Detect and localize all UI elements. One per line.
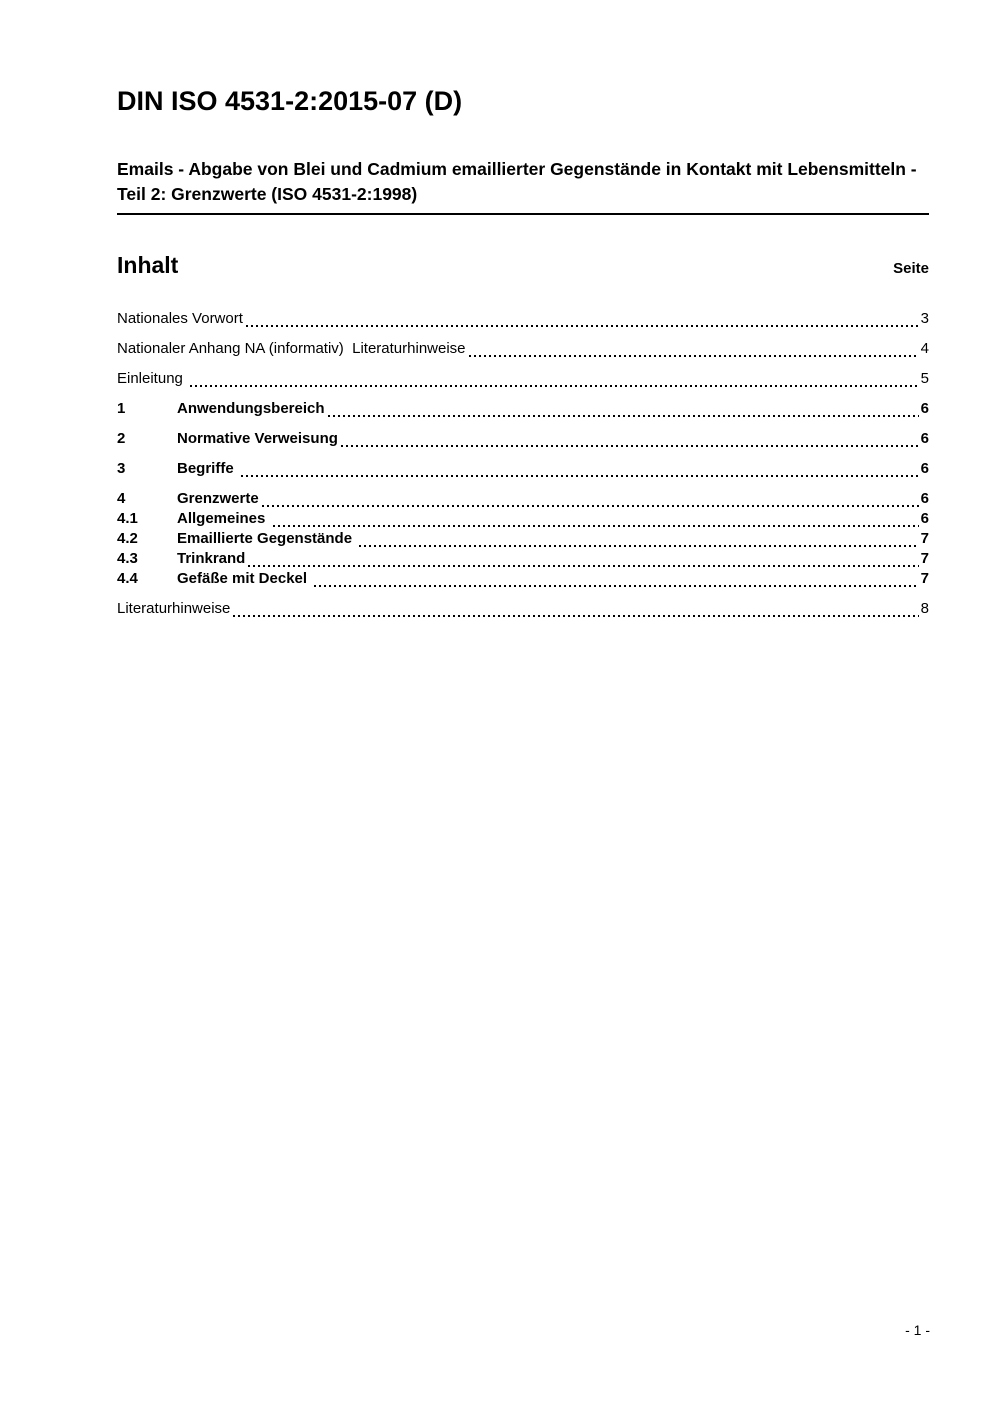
toc-entry-page: 5: [920, 370, 929, 387]
toc-entry-number: 3: [117, 460, 126, 477]
toc-leader-dots: [245, 554, 920, 569]
toc-entry-page: 4: [920, 340, 929, 357]
toc-leader-dots: [325, 404, 921, 419]
toc-entry: [117, 369, 929, 389]
toc-entry: [117, 339, 929, 359]
toc-leader-dots: [187, 374, 921, 389]
toc-entry-label: Nationaler Anhang NA (informativ) Literaturhinweise: [117, 340, 466, 357]
toc-entry-number: 2: [117, 430, 126, 447]
toc-entry-label: Normative Verweisung: [177, 430, 338, 447]
toc-entry: [117, 459, 929, 479]
toc-header: [117, 253, 929, 278]
toc-entry-label: Trinkrand: [177, 550, 246, 567]
toc-list: [117, 309, 929, 619]
toc-entry: [117, 569, 929, 589]
toc-entry-number: 4.2: [117, 530, 138, 547]
toc-leader-dots: [243, 314, 921, 329]
toc-entry: [117, 399, 929, 419]
toc-entry: [117, 549, 929, 569]
toc-entry-page: 6: [920, 490, 929, 507]
document-subtitle: Emails - Abgabe von Blei und Cadmium emaillierter Gegenstände in Kontakt mit Lebensmitteln - Teil 2: Grenzwerte (ISO 4531-2:1998): [117, 157, 929, 215]
toc-entry: [117, 429, 929, 449]
toc-entry-page: 6: [920, 400, 929, 417]
toc-entry-page: 6: [920, 510, 929, 527]
toc-page-column-label: Seite: [893, 260, 929, 277]
toc-entry-label: Gefäße mit Deckel: [177, 570, 312, 587]
toc-leader-dots: [270, 514, 921, 529]
toc-entry-label: Allgemeines: [177, 510, 270, 527]
toc-entry-page: 7: [920, 570, 929, 587]
toc-entry-page: 7: [920, 530, 929, 547]
toc-entry-number: 1: [117, 400, 126, 417]
toc-entry: [117, 309, 929, 329]
toc-leader-dots: [259, 494, 921, 509]
toc-entry-number: 4.4: [117, 570, 138, 587]
toc-entry-page: 8: [920, 600, 929, 617]
toc-entry-page: 6: [920, 460, 929, 477]
toc-entry-label: Emaillierte Gegenstände: [177, 530, 357, 547]
toc-entry: [117, 599, 929, 619]
document-id-title: DIN ISO 4531-2:2015-07 (D): [117, 86, 463, 116]
toc-entry-number: 4: [117, 490, 126, 507]
toc-entry-label: Anwendungsbereich: [177, 400, 325, 417]
toc-leader-dots: [311, 574, 920, 589]
page-content: [117, 0, 929, 619]
toc-entry: [117, 529, 929, 549]
toc-entry-page: 6: [920, 430, 929, 447]
toc-entry-number: 4.1: [117, 510, 138, 527]
toc-entry-page: 3: [920, 310, 929, 327]
toc-entry: [117, 509, 929, 529]
toc-entry-number: 4.3: [117, 550, 138, 567]
toc-leader-dots: [230, 604, 920, 619]
toc-entry-label: Literaturhinweise: [117, 600, 231, 617]
toc-leader-dots: [466, 344, 921, 359]
toc-entry-label: Begriffe: [177, 460, 238, 477]
footer-page-number: - 1 -: [905, 1322, 930, 1338]
toc-heading: Inhalt: [117, 252, 179, 278]
toc-entry-label: Nationales Vorwort: [117, 310, 243, 327]
toc-leader-dots: [238, 464, 921, 479]
toc-entry-label: Einleitung: [117, 370, 188, 387]
toc-entry-label: Grenzwerte: [177, 490, 259, 507]
toc-leader-dots: [338, 434, 921, 449]
toc-entry: [117, 489, 929, 509]
toc-leader-dots: [356, 534, 920, 549]
toc-entry-page: 7: [920, 550, 929, 567]
